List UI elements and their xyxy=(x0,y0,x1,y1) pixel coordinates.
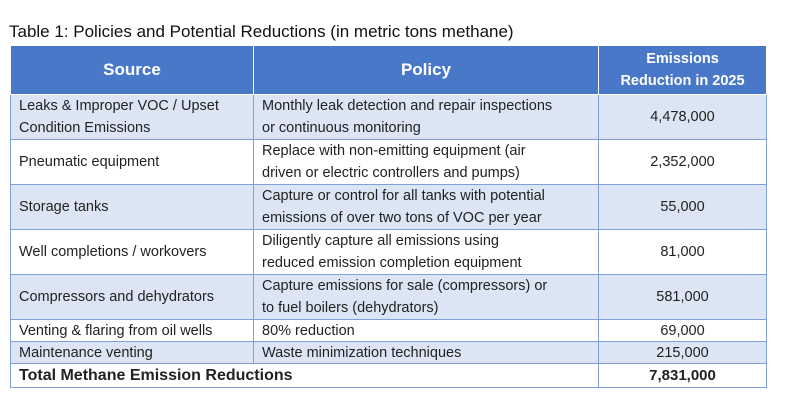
cell-source: Well completions / workovers xyxy=(11,230,254,275)
cell-policy: Capture emissions for sale (compressors) or to fuel boilers (dehydrators) xyxy=(254,275,599,320)
table-row xyxy=(11,185,767,230)
header-source: Source xyxy=(11,46,254,95)
cell-policy: Capture or control for all tanks with potential emissions of over two tons of VOC per year xyxy=(254,185,599,230)
table-row xyxy=(11,230,767,275)
table-row xyxy=(11,275,767,320)
cell-policy: Waste minimization techniques xyxy=(254,342,599,364)
header-policy: Policy xyxy=(254,46,599,95)
table-row xyxy=(11,140,767,185)
table-caption: Table 1: Policies and Potential Reductions (in metric tons methane) xyxy=(9,22,514,41)
cell-reduction: 581,000 xyxy=(599,275,767,320)
cell-policy: 80% reduction xyxy=(254,320,599,342)
table-row xyxy=(11,342,767,364)
total-reduction: 7,831,000 xyxy=(599,364,767,388)
total-row xyxy=(11,364,767,388)
cell-source: Leaks & Improper VOC / Upset Condition Emissions xyxy=(11,95,254,140)
cell-reduction: 4,478,000 xyxy=(599,95,767,140)
cell-policy: Replace with non-emitting equipment (air driven or electric controllers and pumps) xyxy=(254,140,599,185)
table-row xyxy=(11,95,767,140)
cell-source: Storage tanks xyxy=(11,185,254,230)
cell-source: Pneumatic equipment xyxy=(11,140,254,185)
cell-reduction: 2,352,000 xyxy=(599,140,767,185)
cell-reduction: 81,000 xyxy=(599,230,767,275)
cell-reduction: 55,000 xyxy=(599,185,767,230)
cell-policy: Monthly leak detection and repair inspections or continuous monitoring xyxy=(254,95,599,140)
header-row xyxy=(11,46,767,95)
cell-source: Venting & flaring from oil wells xyxy=(11,320,254,342)
table-row xyxy=(11,320,767,342)
cell-source: Maintenance venting xyxy=(11,342,254,364)
header-reduction xyxy=(599,46,767,95)
cell-source: Compressors and dehydrators xyxy=(11,275,254,320)
header-reduction-line1: Emissions xyxy=(646,51,719,67)
cell-policy: Diligently capture all emissions using reduced emission completion equipment xyxy=(254,230,599,275)
cell-reduction: 69,000 xyxy=(599,320,767,342)
total-label: Total Methane Emission Reductions xyxy=(11,364,599,388)
policies-table xyxy=(10,45,767,388)
cell-reduction: 215,000 xyxy=(599,342,767,364)
header-reduction-line2: Reduction in 2025 xyxy=(620,73,745,89)
